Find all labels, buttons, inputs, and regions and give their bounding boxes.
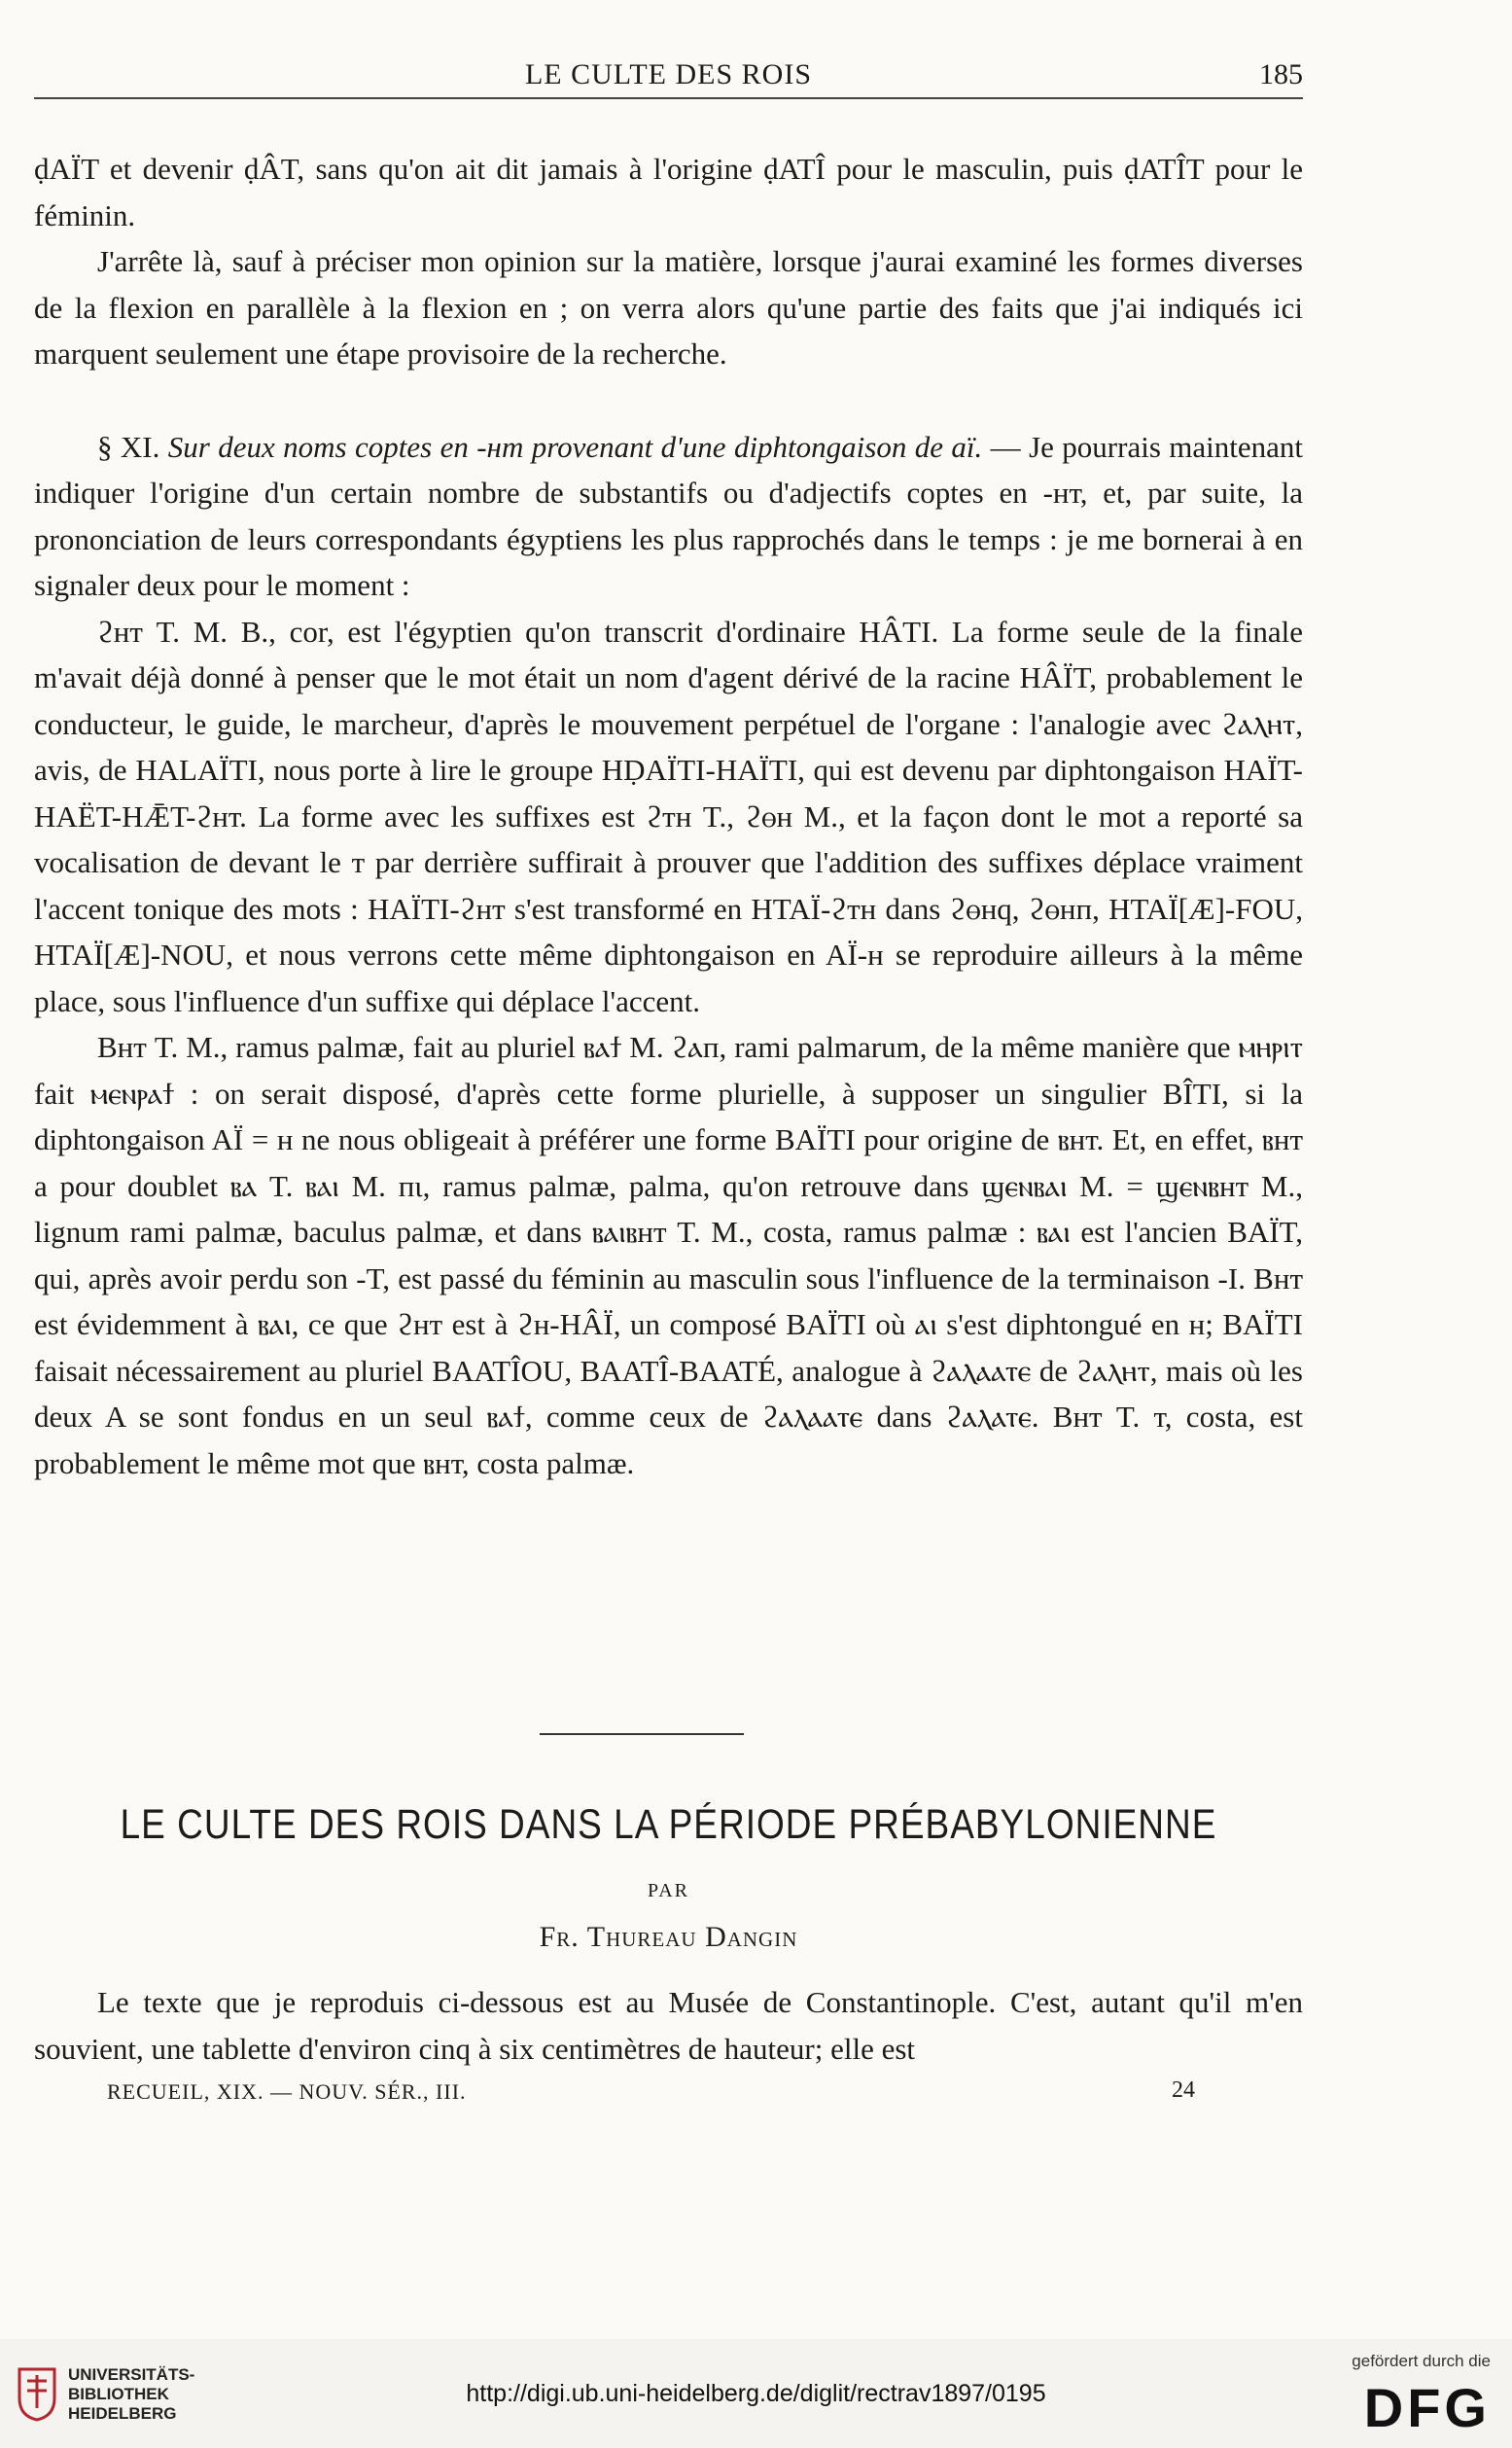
intro-paragraph-2: J'arrête là, sauf à préciser mon opinion sur la matière, lorsque j'aurai examiné les formes diverses de la flexion en parallèle à la flexion en ; on verra alors qu'une partie des faits que j'ai indiqués ici marquent seulement une étape provisoire de la recherche. <box>34 244 1303 371</box>
running-head <box>34 58 1303 99</box>
section-paragraph-2: ϩнт T. M. B., cor, est l'égyptien qu'on transcrit d'ordinaire HÂTI. La forme seule de la finale m'avait déjà donné à penser que le mot était un nom d'agent dérivé de la racine HÂÏT, probablement le conducteur, le guide, le marcheur, d'après le mouvement perpétuel de l'organe : l'analogie avec ϩⲁⲗⲏⲧ, avis, de HALAÏTI, nous porte à lire le groupe HḌAÏTI-HAÏTI, qui est devenu par diphtongaison HAÏT-HAËT-HǢT-ϩнт. La forme avec les suffixes est ϩтн T., ϩⲑн M., et la façon dont le mot a reporté sa vocalisation de devant le т par derrière suffirait à prouver que l'addition des suffixes déplace vraiment l'accent tonique des mots : HAÏTI-ϩнт s'est transformé en HTAÏ-ϩтн dans ϩⲑнq, ϩⲑнп, HTAÏ[Æ]-FOU, HTAÏ[Æ]-NOU, et nous verrons cette même diphtongaison en AÏ-н se reproduire ailleurs à la même place, sous l'influence d'un suffixe qui déplace l'accent. <box>34 614 1303 1018</box>
sheet-signature: RECUEIL, XIX. — NOUV. SÉR., III. <box>107 2079 467 2104</box>
institution-line: HEIDELBERG <box>68 2404 177 2423</box>
section-title: Sur deux noms coptes en -нт provenant d'une diphtongaison de aï. <box>167 429 983 464</box>
page-number: 185 <box>1259 58 1303 90</box>
institution-line: UNIVERSITÄTS- <box>68 2365 195 2384</box>
main-text <box>34 146 1303 1486</box>
divider-rule <box>540 1733 744 1735</box>
dfg-logo: DFG <box>1363 2377 1491 2438</box>
article-title: LE CULTE DES ROIS DANS LA PÉRIODE PRÉBABYLONIENNE <box>120 1800 1217 1847</box>
paragraph-gap <box>34 377 1303 424</box>
section-intro-text: — Je pourrais maintenant indiquer l'origine d'un certain nombre de substantifs ou d'adjectifs coptes en -нт, et, par suite, la prononciation de leurs correspondants égyptiens les plus rapprochés dans le temps : je me bornerai à en signaler deux pour le moment : <box>34 429 1304 602</box>
funding-label: gefördert durch die <box>1352 2352 1491 2370</box>
section-paragraph-1 <box>34 424 1303 609</box>
institution-line: BIBLIOTHEK <box>68 2385 169 2403</box>
sheet-number: 24 <box>1172 2077 1195 2103</box>
permalink[interactable]: http://digi.ub.uni-heidelberg.de/diglit/rectrav1897/0195 <box>466 2380 1046 2407</box>
section-number: § XI. <box>97 429 168 464</box>
article-text <box>34 1979 1303 2072</box>
article-paragraph-1: Le texte que je reproduis ci-dessous est au Musée de Constantinople. C'est, autant qu'il m'en souvient, une tablette d'environ cinq à six centimètres de hauteur; elle est <box>34 1985 1303 2066</box>
byline-author: Fr. Thureau Dangin <box>539 1921 798 1953</box>
running-title: LE CULTE DES ROIS <box>524 58 813 90</box>
section-paragraph-3: Bнт T. M., ramus palmæ, fait au pluriel ⲃⲁϯ M. ϩⲁп, rami palmarum, de la même manière que ⲙⲏⲣⲓⲧ fait ⲙⲉⲛⲣⲁϯ : on serait disposé, d'après cette forme plurielle, à supposer un singulier BÎTI, si la diphtongaison AÏ = н ne nous obligeait à préférer une forme BAÏTI pour origine de ⲃнт. Et, en effet, ⲃнт a pour doublet ⲃⲁ T. ⲃⲁⲓ M. пι, ramus palmæ, palma, qu'on retrouve dans ϣⲉⲛⲃⲁⲓ M. = ϣⲉⲛⲃнт M., lignum rami palmæ, baculus palmæ, et dans ⲃⲁⲓⲃнт T. M., costa, ramus palmæ : ⲃⲁⲓ est l'ancien BAÏT, qui, après avoir perdu son -T, est passé du féminin au masculin sous l'influence de la terminaison -I. Bнт est évidemment à ⲃⲁⲓ, ce que ϩнт est à ϩн-HÂÏ, un composé BAÏTI où ⲁⲓ s'est diphtongué en н; BAÏTI faisait nécessairement au pluriel BAATÎOU, BAATÎ-BAATÉ, analogue à ϩⲁⲗⲁⲁⲧⲉ de ϩⲁⲗⲏⲧ, mais où les deux A se sont fondus en un seul ⲃⲁϯ, comme ceux de ϩⲁⲗⲁⲁⲧⲉ dans ϩⲁⲗⲁⲧⲉ. Bнт T. т, costa, est probablement le même mot que ⲃнт, costa palmæ. <box>34 1030 1303 1480</box>
byline-par: PAR <box>647 1880 690 1901</box>
intro-paragraph-1: ḍAÏT et devenir ḍÂT, sans qu'on ait dit jamais à l'origine ḍATÎ pour le masculin, puis ḍATÎT pour le féminin. <box>34 152 1303 232</box>
